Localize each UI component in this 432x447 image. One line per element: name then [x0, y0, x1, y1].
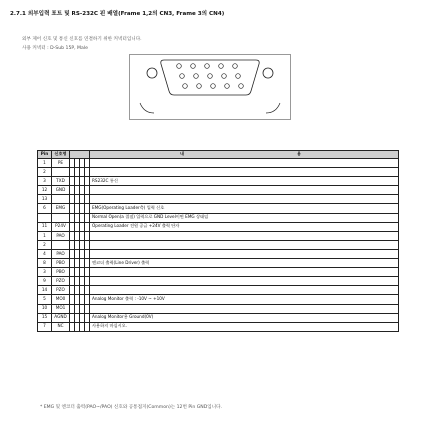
table-row — [38, 304, 399, 313]
signal-cell: PAO — [52, 231, 70, 240]
pin-cell: 6 — [38, 204, 52, 213]
pin-cell: 3 — [38, 177, 52, 186]
desc-cell: EMG(Operating Loader측) 입력 신호 — [90, 204, 399, 213]
pin-cell — [38, 213, 52, 222]
desc-cell — [90, 186, 399, 195]
pin-cell: 2 — [38, 240, 52, 249]
intro-line-2: 사용 커넥터 : D-Sub 15P, Male — [22, 46, 88, 51]
signal-cell: MO1 — [52, 304, 70, 313]
footnote: * EMG 및 엔코더 출력(PAO~/PAO) 신호와 공통접지(Common)는 12번 Pin GND입니다. — [40, 405, 223, 410]
desc-cell — [90, 240, 399, 249]
pin-cell: 10 — [38, 304, 52, 313]
desc-cell — [90, 286, 399, 295]
signal-cell: PZO — [52, 277, 70, 286]
table-row — [38, 277, 399, 286]
desc-cell — [90, 195, 399, 204]
table-row — [38, 222, 399, 231]
signal-cell: P24V — [52, 222, 70, 231]
desc-cell — [90, 159, 399, 168]
desc-cell: Analog Monitor용 Ground(0V) — [90, 313, 399, 322]
desc-cell: RS232C 통신 — [90, 177, 399, 186]
pin-cell: 12 — [38, 186, 52, 195]
table-row — [38, 186, 399, 195]
pin-cell: 13 — [38, 195, 52, 204]
pin-cell: 5 — [38, 295, 52, 304]
table-row — [38, 295, 399, 304]
signal-cell: PBO — [52, 268, 70, 277]
mount-hole-left — [147, 68, 157, 78]
signal-cell: PAO — [52, 249, 70, 258]
pin-cell: 8 — [38, 259, 52, 268]
signal-cell: AGND — [52, 313, 70, 322]
table-row — [38, 313, 399, 322]
table-row — [38, 204, 399, 213]
header-description — [90, 151, 399, 159]
signal-cell — [52, 168, 70, 177]
table-row — [38, 195, 399, 204]
signal-cell — [52, 240, 70, 249]
pin-cell: 1 — [38, 231, 52, 240]
desc-cell: Normal Open(a 접점) 입력으로 GND Level이면 EMG 상태임 — [90, 213, 399, 222]
section-heading: 2.7.1 외부입력 포트 및 RS-232C 핀 배열(Frame 1,2의 CN3, Frame 3의 CN4) — [10, 11, 225, 17]
table-header-row — [38, 151, 399, 159]
table-row — [38, 240, 399, 249]
pin-cell: 15 — [38, 313, 52, 322]
signal-cell — [52, 195, 70, 204]
signal-cell: MO0 — [52, 295, 70, 304]
pin-assignment-table — [37, 150, 399, 332]
pin-cell: 11 — [38, 222, 52, 231]
desc-cell — [90, 249, 399, 258]
header-spacer — [70, 151, 90, 159]
pin-row-top — [177, 64, 238, 69]
intro-line-1: 외부 제어 신호 및 통신 신호를 연결하기 위한 커넥터입니다. — [22, 37, 142, 42]
table-row — [38, 231, 399, 240]
table-row — [38, 268, 399, 277]
connector-shell — [161, 60, 259, 95]
desc-cell — [90, 304, 399, 313]
pin-cell: 4 — [38, 249, 52, 258]
table-row — [38, 213, 399, 222]
pin-cell: 14 — [38, 286, 52, 295]
mount-hole-right — [263, 68, 273, 78]
signal-cell: PZO — [52, 286, 70, 295]
table-row — [38, 177, 399, 186]
header-desc-part-1: 내 — [180, 151, 185, 157]
pin-cell: 1 — [38, 159, 52, 168]
signal-cell: PBO — [52, 259, 70, 268]
table-row — [38, 168, 399, 177]
header-desc-part-2: 용 — [296, 151, 302, 157]
table-row — [38, 259, 399, 268]
desc-cell: Analog Monitor 출력 : -10V ~ +10V — [90, 295, 399, 304]
table-row — [38, 322, 399, 331]
desc-cell — [90, 268, 399, 277]
header-pin: Pin — [38, 151, 52, 159]
pin-cell: 9 — [38, 277, 52, 286]
desc-cell — [90, 231, 399, 240]
pin-cell: 7 — [38, 322, 52, 331]
desc-cell: 사용하지 마십시오. — [90, 322, 399, 331]
signal-cell: NC — [52, 322, 70, 331]
signal-cell: PE — [52, 159, 70, 168]
pin-row-bottom — [183, 84, 244, 89]
table-row — [38, 159, 399, 168]
pin-cell: 2 — [38, 168, 52, 177]
connector-diagram — [129, 54, 291, 120]
signal-cell: TXD — [52, 177, 70, 186]
table-row — [38, 286, 399, 295]
header-signal: 신호명 — [52, 151, 70, 159]
pin-row-middle — [180, 74, 241, 79]
desc-cell: Operating Loader 전원 공급 +24V 출력 단자 — [90, 222, 399, 231]
desc-cell — [90, 168, 399, 177]
pin-cell: 3 — [38, 268, 52, 277]
desc-cell — [90, 277, 399, 286]
dsub-connector-drawing — [130, 55, 290, 119]
table-row — [38, 249, 399, 258]
signal-cell — [52, 213, 70, 222]
signal-cell: EMG — [52, 204, 70, 213]
desc-cell: 엔코더 출력(Line Driver) 출력 — [90, 259, 399, 268]
signal-cell: GND — [52, 186, 70, 195]
